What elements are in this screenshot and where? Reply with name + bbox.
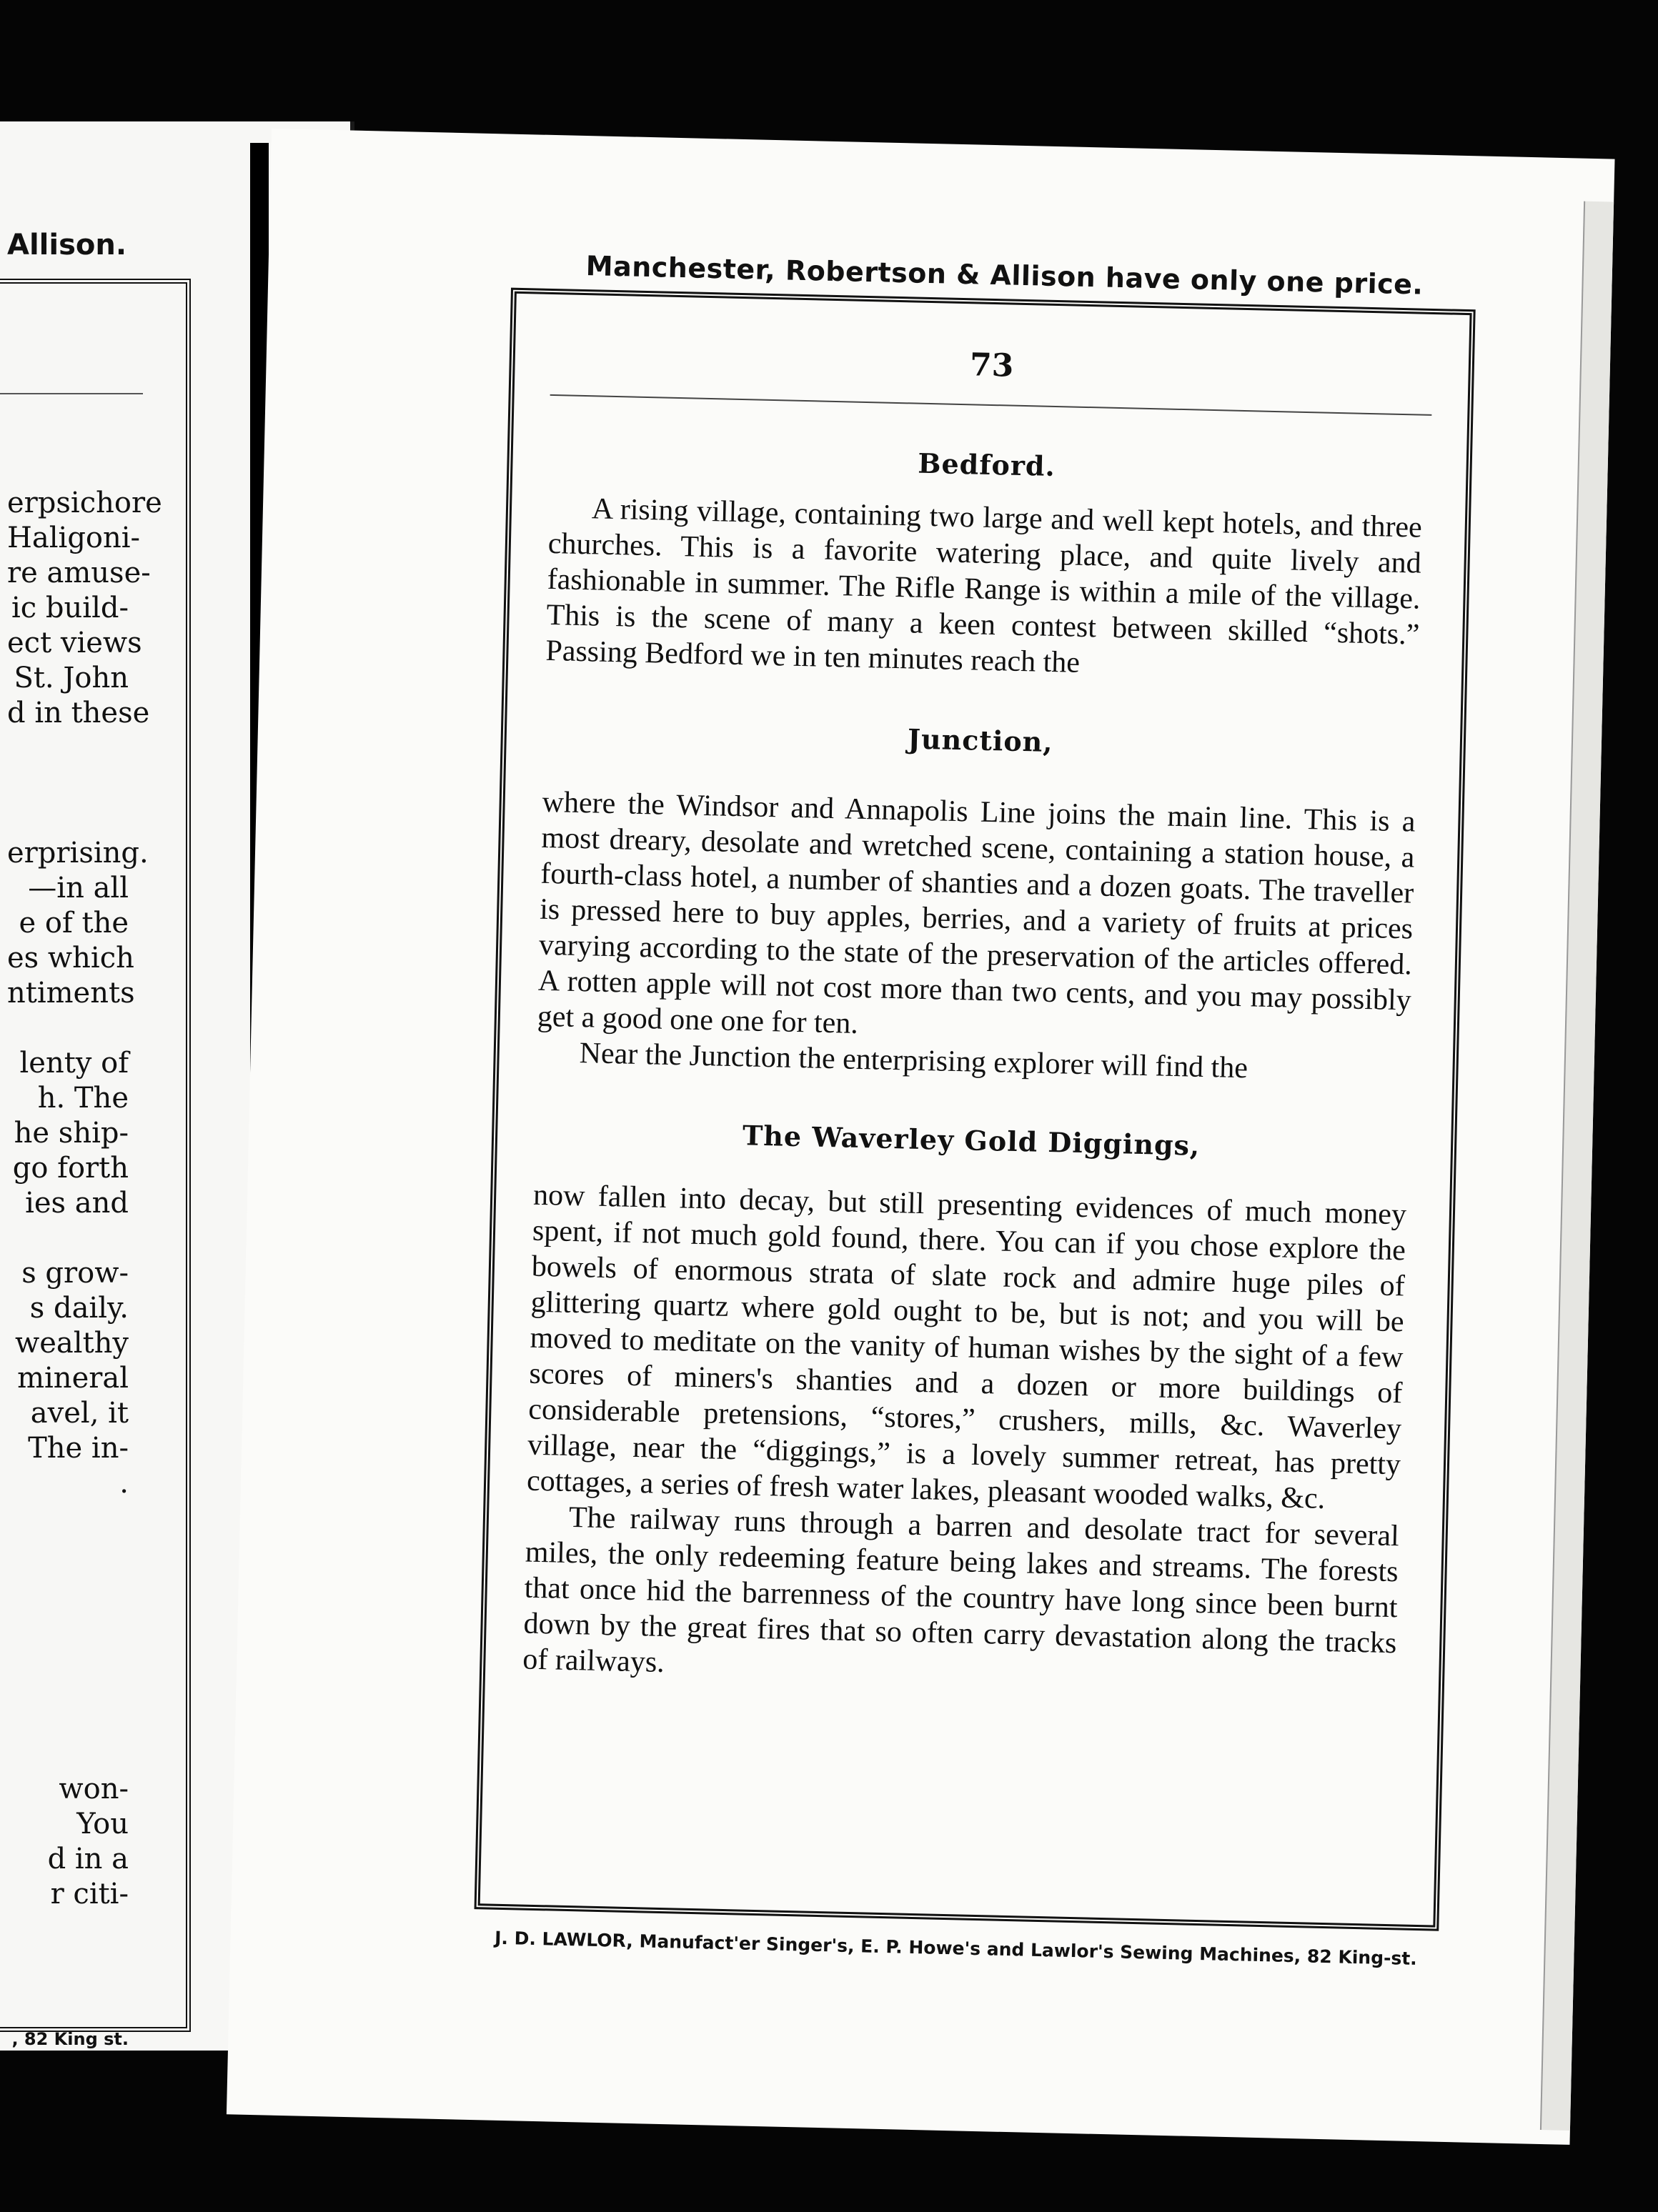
paragraph-bedford: A rising village, containing two large and well kept hotels, and three churches. This is a favorite watering place, and quite lively and fashionable in summer. The Rifle Range is within a mile of the village. This is the scene of many a keen contest between skilled “shots.” Passing Bedford we in ten minutes reach the — [545, 492, 1423, 679]
left-page-line — [7, 766, 129, 801]
paragraph-waverley-2: The railway runs through a barren and desolate tract for several miles, the only redeeming feature being lakes and streams. The forests that once hid the barrenness of the country have long since been burnt down by the great fires that so often carry devastation along the tracks of railways. — [522, 1500, 1400, 1680]
running-head: Manchester, Robertson & Allison have only one price. — [585, 250, 1424, 301]
left-page-footer: , 82 King st. — [11, 2029, 129, 2049]
left-page-line: Haligoni- — [7, 522, 141, 554]
left-page-line: erpsichore — [7, 487, 162, 519]
page — [227, 129, 1615, 2145]
header-rule — [550, 394, 1432, 416]
page-footer-advert: J. D. LAWLOR, Manufact'er Singer's, E. P. Howe's and Lawlor's Sewing Machines, 82 King-st. — [494, 1927, 1418, 1970]
left-page-line: d in a — [47, 1843, 129, 1875]
left-page-line: ect views — [7, 627, 142, 659]
page-content — [522, 437, 1424, 1697]
heading-junction: Junction, — [907, 722, 1054, 759]
left-page-line: r citi- — [50, 1878, 129, 1910]
left-page-line: The in- — [28, 1432, 129, 1465]
left-page-line: go forth — [12, 1152, 129, 1185]
left-page-line: d in these — [7, 697, 150, 729]
page-number: 73 — [969, 347, 1014, 384]
paragraph-junction: where the Windsor and Annapolis Line joins the main line. This is a most dreary, desolate and wretched scene, containing a station house, a fourth-class hotel, a number of shanties and a dozen goats. The traveller is pressed here to buy apples, berries, and a variety of fruits at prices varying according to the state of the preservation of the articles offered. A rotten apple will not cost more than two cents, and you may possibly get a good one one for ten. — [537, 785, 1416, 1040]
left-page-text-bottom — [7, 1772, 129, 1912]
left-page-line: erprising. — [7, 837, 149, 870]
left-page-line — [7, 1011, 129, 1046]
left-page-line: . — [119, 1467, 129, 1500]
page-edge — [1540, 201, 1614, 2131]
left-page-line — [7, 801, 129, 836]
left-page-line: You — [76, 1808, 129, 1840]
left-page-line: lenty of — [19, 1047, 129, 1080]
left-page-line: h. The — [37, 1082, 129, 1115]
left-page-line — [7, 1221, 129, 1256]
left-page-line: es which — [7, 942, 134, 975]
left-page-line — [7, 731, 129, 766]
left-page-line: St. John — [14, 662, 129, 694]
left-page-line: s daily. — [29, 1292, 129, 1325]
heading-bedford: Bedford. — [917, 447, 1056, 482]
left-page-line: ic build- — [11, 592, 129, 624]
left-page-rule — [0, 393, 143, 394]
left-page-line: s grow- — [21, 1257, 129, 1290]
paragraph-waverley: now fallen into decay, but still presenting evidences of much money spent, if not much gold found, there. You can if you chose explore the bowels of enormous strata of slate rock and admire huge piles of glittering quartz where gold ought to be, but is not; and you will be moved to meditate on the vanity of human wishes by the sight of a few scores of miners's shanties and a dozen or more buildings of considerable pretensions, “stores,” crushers, mills, &c. Waverley village, near the “diggings,” is a lovely summer retreat, has pretty cottages, a series of fresh water lakes, pleasant wooded walks, &c. — [526, 1178, 1407, 1515]
left-page-line: e of the — [19, 907, 129, 940]
left-page-text — [7, 486, 162, 1501]
left-running-head: Allison. — [7, 229, 127, 261]
left-page-line: he ship- — [14, 1117, 129, 1150]
left-page-line: won- — [59, 1773, 129, 1805]
heading-waverley: The Waverley Gold Diggings, — [742, 1119, 1201, 1162]
left-page-line: ies and — [25, 1187, 129, 1220]
page-frame — [475, 288, 1476, 1931]
left-page-line: ntiments — [7, 977, 135, 1010]
left-page-line: wealthy — [15, 1327, 129, 1360]
left-page-line: —in all — [28, 872, 129, 905]
paragraph-junction-2: Near the Junction the enterprising explorer will find the — [579, 1037, 1249, 1085]
left-page-line: avel, it — [30, 1397, 129, 1430]
left-page-line: mineral — [17, 1362, 129, 1395]
left-page-line: re amuse- — [7, 557, 151, 589]
